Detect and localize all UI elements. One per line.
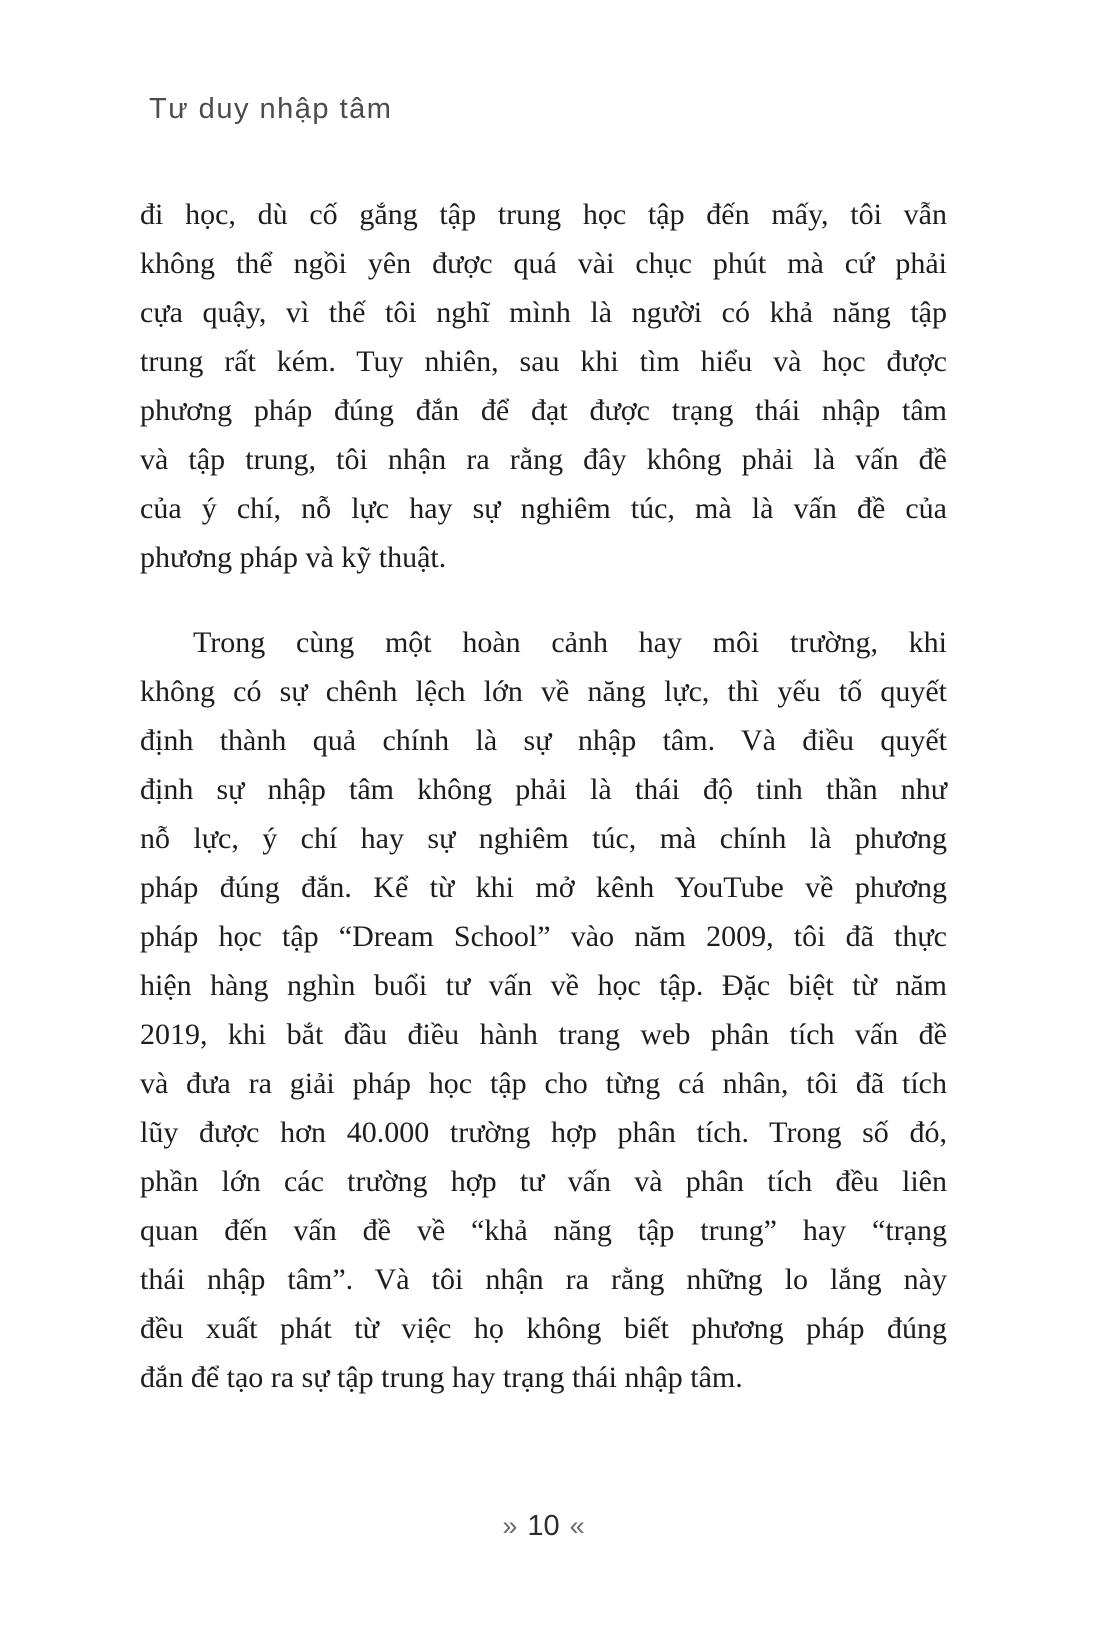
text-line: phương pháp và kỹ thuật. — [140, 541, 447, 574]
text-line: hiện hàng nghìn buổi tư vấn về học tập. Đặc biệt từ năm — [140, 969, 947, 1002]
text-line: định sự nhập tâm không phải là thái độ tinh thần như — [140, 773, 947, 806]
running-header-title: Tư duy nhập tâm — [149, 93, 393, 125]
text-line: và đưa ra giải pháp học tập cho từng cá nhân, tôi đã tích — [140, 1067, 947, 1100]
text-line: 2019, khi bắt đầu điều hành trang web phân tích vấn đề — [140, 1018, 947, 1051]
text-line: không thể ngồi yên được quá vài chục phút mà cứ phải — [140, 247, 947, 280]
text-line: pháp đúng đắn. Kể từ khi mở kênh YouTube về phương — [140, 871, 947, 904]
page-footer — [140, 1510, 947, 1543]
text-line: không có sự chênh lệch lớn về năng lực, thì yếu tố quyết — [140, 675, 947, 708]
footer-right-guillemet-icon: « — [569, 1511, 585, 1541]
body-text-block — [140, 190, 947, 1402]
text-line: thái nhập tâm”. Và tôi nhận ra rằng những lo lắng này — [140, 1263, 947, 1296]
text-line: đều xuất phát từ việc họ không biết phương pháp đúng — [140, 1312, 947, 1345]
footer-left-guillemet-icon: » — [502, 1511, 518, 1541]
text-line: phần lớn các trường hợp tư vấn và phân tích đều liên — [140, 1165, 947, 1198]
text-line: Trong cùng một hoàn cảnh hay môi trường, khi — [193, 626, 947, 659]
text-line: đắn để tạo ra sự tập trung hay trạng thái nhập tâm. — [140, 1361, 743, 1394]
text-line: trung rất kém. Tuy nhiên, sau khi tìm hiểu và học được — [140, 345, 947, 378]
text-line: cựa quậy, vì thế tôi nghĩ mình là người có khả năng tập — [140, 296, 947, 329]
text-line: của ý chí, nỗ lực hay sự nghiêm túc, mà là vấn đề của — [140, 492, 947, 525]
text-line: quan đến vấn đề về “khả năng tập trung” hay “trạng — [140, 1214, 947, 1247]
paragraph — [140, 190, 947, 582]
text-line: đi học, dù cố gắng tập trung học tập đến mấy, tôi vẫn — [140, 198, 947, 231]
text-line: lũy được hơn 40.000 trường hợp phân tích. Trong số đó, — [140, 1116, 947, 1149]
text-line: phương pháp đúng đắn để đạt được trạng thái nhập tâm — [140, 394, 947, 427]
text-line: và tập trung, tôi nhận ra rằng đây không phải là vấn đề — [140, 443, 947, 476]
page-number: 10 — [527, 1510, 560, 1542]
paragraph — [140, 618, 947, 1402]
text-line: định thành quả chính là sự nhập tâm. Và điều quyết — [140, 724, 947, 757]
text-line: nỗ lực, ý chí hay sự nghiêm túc, mà chính là phương — [140, 822, 947, 855]
text-line: pháp học tập “Dream School” vào năm 2009, tôi đã thực — [140, 920, 947, 953]
